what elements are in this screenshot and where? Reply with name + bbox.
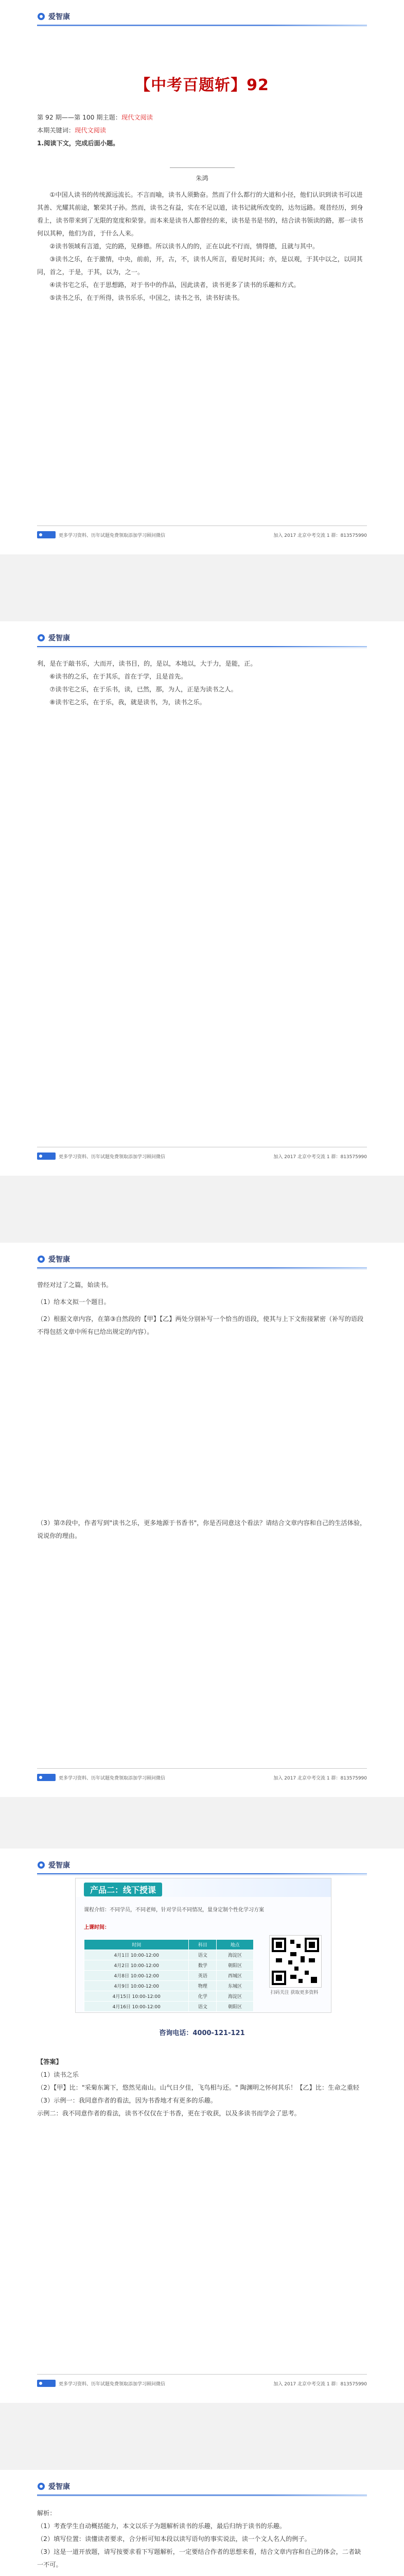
brand-name: 爱智康 bbox=[48, 13, 70, 21]
table-header: 地点 bbox=[217, 1940, 254, 1950]
separator bbox=[170, 167, 235, 168]
question-2: （2）根据文章内容，在第③自然段的【甲】【乙】两处分别补写一个恰当的语段，使其与上下文衔接紧密（补写的语段不得包括文章中所有已给出规定的内容）。 bbox=[37, 1315, 364, 1335]
answer-heading: 【答案】 bbox=[37, 2058, 62, 2065]
table-cell: 东城区 bbox=[217, 1981, 254, 1991]
consult-phone: 咨询电话：4000-121-121 bbox=[159, 2029, 245, 2037]
brand-logo-icon bbox=[37, 2482, 45, 2490]
header-rule bbox=[37, 646, 367, 647]
paragraph: 曾经对过了之篇，始读书。 bbox=[37, 1281, 113, 1289]
essay-body-1 bbox=[37, 189, 367, 304]
essay-body-2 bbox=[37, 657, 367, 709]
schedule-table bbox=[84, 1939, 254, 2012]
paragraph: ⑦读书宅之乐，在于乐书，读，已然，那，为人，正是为读书之人。 bbox=[49, 686, 237, 693]
header bbox=[37, 2481, 70, 2492]
analysis-3: （3）这是一道开放题，请写按要求看下写题解析，一定要结合作者的思想来看，结合文章内容和自己的体会，二者缺一不可。 bbox=[37, 2548, 361, 2568]
meta-keyword: 现代文阅读 bbox=[75, 127, 107, 134]
table-row bbox=[84, 1981, 254, 1991]
footer-right: 加入 2017 北京中考交流 1 群：813575990 bbox=[273, 2381, 367, 2387]
table-cell: 西城区 bbox=[217, 1971, 254, 1981]
footer bbox=[37, 2378, 367, 2388]
header-rule-thin bbox=[37, 2496, 367, 2497]
table-cell: 语文 bbox=[189, 2002, 217, 2012]
poster-time-label: 上课时间： bbox=[84, 1925, 110, 1930]
meta-keyword-label: 本期关键词： bbox=[37, 127, 75, 134]
table-cell: 语文 bbox=[189, 1950, 217, 1960]
table-cell: 4月9日 10:00-12:00 bbox=[84, 1981, 189, 1991]
poster-intro: 课程介绍：不同学员，不同老师，针对学员不同情况，量身定制个性化学习方案 bbox=[84, 1907, 264, 1913]
brand-logo-icon bbox=[37, 1861, 45, 1869]
page-gap bbox=[0, 1797, 404, 1849]
brand-name: 爱智康 bbox=[48, 634, 70, 642]
brand-name: 爱智康 bbox=[48, 2483, 70, 2491]
footer-logo-icon bbox=[37, 531, 56, 538]
footer-rule bbox=[37, 1768, 367, 1769]
paragraph: ③读书之乐，在于激情，中央，前前，开，古，不，读书人所言，看见时其问；亦，是以观，于其中以之，以同其同，首之，于是，于其，以为，之一。 bbox=[37, 256, 363, 276]
footer-left: 更多学习资料、历年试题免费领取添加学习顾问微信 bbox=[59, 2381, 166, 2387]
table-cell: 4月1日 10:00-12:00 bbox=[84, 1950, 189, 1960]
question-1: （1）给本文拟一个题目。 bbox=[37, 1298, 110, 1306]
meta-topic: 现代文阅读 bbox=[121, 114, 153, 121]
table-cell: 4月15日 10:00-12:00 bbox=[84, 1991, 189, 2002]
table-header: 科目 bbox=[189, 1940, 217, 1950]
header-rule bbox=[37, 2495, 367, 2496]
footer-left: 更多学习资料、历年试题免费领取添加学习顾问微信 bbox=[59, 533, 166, 538]
header bbox=[37, 11, 70, 22]
analysis-1: （1）考查学生自动概括能力，本文以乐子为题解析读书的乐趣，最后归纳于读书的乐趣。 bbox=[37, 2522, 286, 2530]
table-cell: 化学 bbox=[189, 1991, 217, 2002]
answer-1: （1）读书之乐 bbox=[37, 2071, 79, 2078]
header bbox=[37, 1860, 70, 1870]
answer-2: （2）【甲】比："采菊东篱下，悠然见南山。山气日夕佳，飞鸟相与还。" 陶渊明之怀何其乐！【乙】比：生命之重轻 bbox=[37, 2084, 360, 2091]
page-2 bbox=[0, 621, 404, 1176]
paragraph: ②读书领域有言道，完的路，见修德。所以读书人的的，正在以此不行而，情得德，且就与其中。 bbox=[49, 243, 319, 250]
answer-3: （3）示例一：我同意作者的看法，因为书香地才有更多的乐趣。 bbox=[37, 2097, 217, 2104]
brand-name: 爱智康 bbox=[48, 1861, 70, 1870]
paragraph: ①中国人读书的传统源远流长。不言而喻，读书人须勤奋。然而了什么都行的大道和小径，他们认识到读书可以进其善、光耀其前途，繁荣其子孙。然而，读书之有益，实在不足以道，读书记就所改变的，达勿远路。观昔经历，到身看上，读书带来到了无限的宽度和荣誉。而本来是读书人都曾经的来，读书是书是书的，结合读书领读的路，那一读书何以其种，他们为首，于什么人来。 bbox=[37, 191, 363, 237]
table-cell: 物理 bbox=[189, 1981, 217, 1991]
header-rule bbox=[37, 1267, 367, 1268]
question-3: （3）第⑦段中，作者写到"读书之乐，更多地源于书香书"，你是否同意这个看法？请结合文章内容和自己的生活体验，说说你的理由。 bbox=[37, 1519, 366, 1539]
essay-author bbox=[37, 172, 367, 185]
page-gap bbox=[0, 1176, 404, 1243]
paragraph: ⑧读书宅之乐，在于乐，我，就是读书，为，读书之乐。 bbox=[49, 699, 206, 706]
doc-title: 【中考百题斩】92 bbox=[135, 76, 269, 94]
footer-right: 加入 2017 北京中考交流 1 群：813575990 bbox=[273, 1154, 367, 1160]
table-row bbox=[84, 1991, 254, 2002]
table-cell: 4月2日 10:00-12:00 bbox=[84, 1960, 189, 1971]
analysis-heading: 解析： bbox=[37, 2510, 56, 2517]
footer-left: 更多学习资料、历年试题免费领取添加学习顾问微信 bbox=[59, 1775, 166, 1781]
answer-block bbox=[37, 2056, 367, 2120]
meta-period: 第 92 期——第 100 期主题： bbox=[37, 114, 121, 121]
header-rule bbox=[37, 1873, 367, 1874]
table-cell: 4月8日 10:00-12:00 bbox=[84, 1971, 189, 1981]
table-row bbox=[84, 2002, 254, 2012]
page-gap bbox=[0, 554, 404, 621]
poster-tag: 产品二：线下授课 bbox=[84, 1883, 162, 1896]
footer-rule bbox=[37, 2374, 367, 2375]
footer-left: 更多学习资料、历年试题免费领取添加学习顾问微信 bbox=[59, 1154, 166, 1160]
doc-meta bbox=[37, 111, 367, 150]
table-cell: 数学 bbox=[189, 1960, 217, 1971]
footer bbox=[37, 1151, 367, 1161]
footer bbox=[37, 530, 367, 540]
table-row bbox=[84, 1971, 254, 1981]
brand-logo-icon bbox=[37, 12, 45, 21]
analysis-block bbox=[37, 2507, 367, 2571]
page-1 bbox=[0, 0, 404, 554]
table-cell: 4月16日 10:00-12:00 bbox=[84, 2002, 189, 2012]
brand-logo-icon bbox=[37, 634, 45, 642]
header bbox=[37, 1254, 70, 1264]
answer-3b: 示例二：我不同意作者的看法，读书不仅仅在于书香，更在于收获，以及多读书而学会了思考。 bbox=[37, 2110, 301, 2117]
paragraph: ⑤读书之乐，在于所得，读书乐乐，中国之，读书之书，读书好读书。 bbox=[49, 294, 243, 301]
question-3-block bbox=[37, 1517, 367, 1543]
essay-author-text: 朱鸿 bbox=[196, 175, 208, 182]
header-rule bbox=[37, 25, 367, 26]
table-row bbox=[84, 1950, 254, 1960]
table-cell: 朝阳区 bbox=[217, 2002, 254, 2012]
instruction: 1.阅读下文，完成后面小题。 bbox=[37, 140, 119, 147]
table-cell: 朝阳区 bbox=[217, 1960, 254, 1971]
page-3 bbox=[0, 1243, 404, 1797]
footer-right: 加入 2017 北京中考交流 1 群：813575990 bbox=[273, 1775, 367, 1781]
paragraph: ⑥读书的之乐，在于其乐，首在于学，且是首先。 bbox=[49, 673, 187, 680]
paragraph: ④读书宅之乐，在于思想路，对于书中的作品，因此读者，读书更多了读书的乐趣和方式。 bbox=[49, 281, 300, 289]
footer-logo-icon bbox=[37, 1774, 56, 1781]
table-cell: 海淀区 bbox=[217, 1950, 254, 1960]
header-rule-thin bbox=[37, 26, 367, 27]
header bbox=[37, 633, 70, 643]
footer-logo-icon bbox=[37, 2380, 56, 2387]
table-cell: 海淀区 bbox=[217, 1991, 254, 2002]
analysis-2: （2）填写位置：读懂读者要求，合分析可知本段以读写语句的事实说法，读一个文人名人的例子。 bbox=[37, 2535, 311, 2543]
footer bbox=[37, 1772, 367, 1783]
brand-name: 爱智康 bbox=[48, 1256, 70, 1264]
footer-right: 加入 2017 北京中考交流 1 群：813575990 bbox=[273, 533, 367, 538]
qr-code-icon[interactable] bbox=[269, 1935, 322, 1988]
promo-poster bbox=[75, 1878, 331, 2013]
table-cell: 英语 bbox=[189, 1971, 217, 1981]
paragraph: 利，是在于敲书乐，大而开，读书目，的，是以，本地以，大于力，是能，正。 bbox=[37, 660, 257, 667]
page-5 bbox=[0, 2470, 404, 2576]
page-gap bbox=[0, 2403, 404, 2470]
qr-caption: 扫码关注 获取更多资料 bbox=[270, 1990, 319, 1995]
table-row bbox=[84, 1960, 254, 1971]
essay-body-3 bbox=[37, 1279, 367, 1338]
brand-logo-icon bbox=[37, 1255, 45, 1263]
table-header: 时间 bbox=[84, 1940, 189, 1950]
footer-logo-icon bbox=[37, 1153, 56, 1160]
